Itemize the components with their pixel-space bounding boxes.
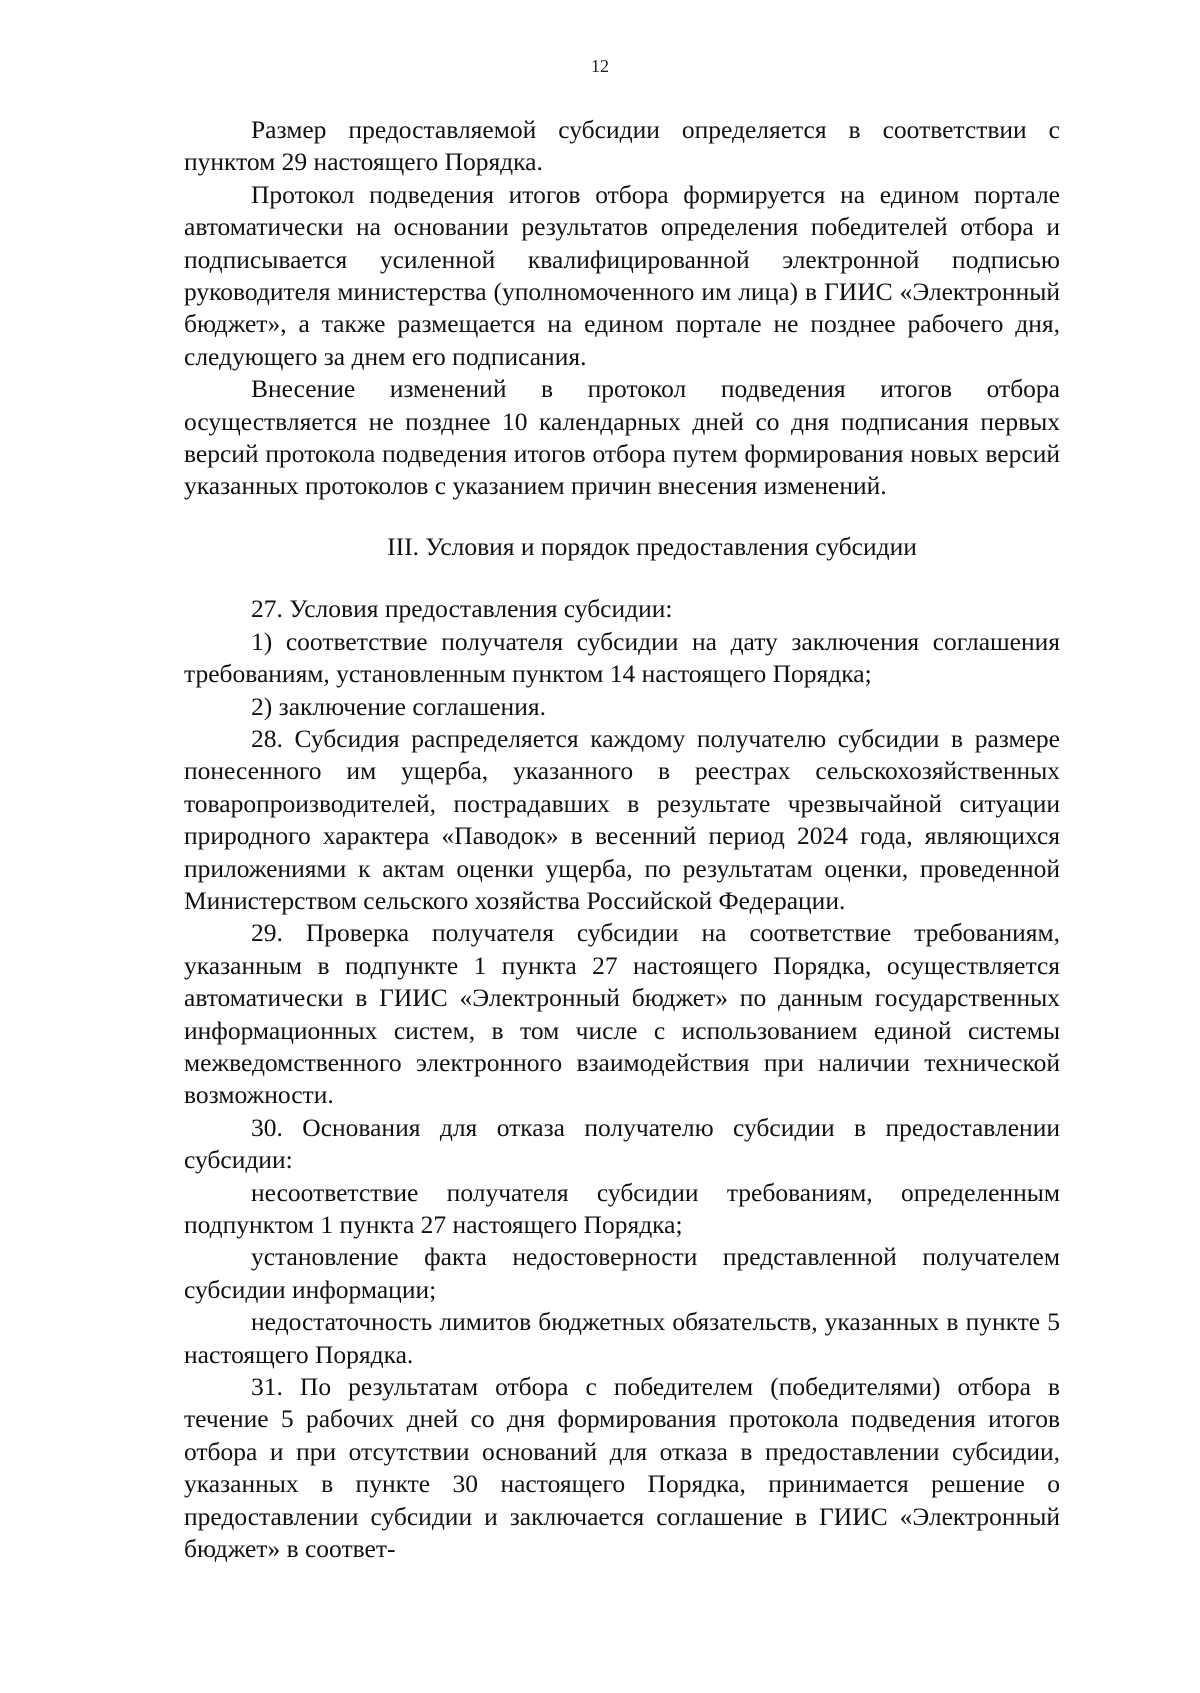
paragraph: Размер предоставляемой субсидии определяется в соответствии с пунктом 29 настоящего Порядка. [184,115,1060,177]
clause-30-ground-2: установление факта недостоверности представленной получателем субсидии информации; [184,1242,1060,1304]
clause-30-ground-1: несоответствие получателя субсидии требованиям, определенным подпунктом 1 пункта 27 настоящего Порядка; [184,1177,1060,1239]
clause-31: 31. По результатам отбора с победителем (победителями) отбора в течение 5 рабочих дней со дня формирования протокола подведения итогов отбора и при отсутствии оснований для отказа в предоставлении субсидии, указанных в пункте 30 настоящего Порядка, принимается решение о предоставлении субсидии и заключается соглашение в ГИИС «Электронный бюджет» в соответ- [184,1372,1060,1564]
clause-29: 29. Проверка получателя субсидии на соответствие требованиям, указанным в подпункте 1 пункта 27 настоящего Порядка, осуществляется автоматически в ГИИС «Электронный бюджет» по данным государственных информационных систем, в том числе с использованием единой системы межведомственного электронного взаимодействия при наличии технической возможности. [184,918,1060,1110]
clause-30: 30. Основания для отказа получателю субсидии в предоставлении субсидии: [184,1112,1060,1175]
document-body [184,114,1060,1565]
clause-28: 28. Субсидия распределяется каждому получателю субсидии в размере понесенного им ущерба, указанного в реестрах сельскохозяйственных товаропроизводителей, пострадавших в результате чрезвычайной ситуации природного характера «Паводок» в весенний период 2024 года, являющихся приложениями к актам оценки ущерба, по результатам оценки, проведенной Министерством сельского хозяйства Российской Федерации. [184,723,1060,915]
paragraph: Внесение изменений в протокол подведения итогов отбора осуществляется не позднее 10 календарных дней со дня подписания первых версий протокола подведения итогов отбора путем формирования новых версий указанных протоколов с указанием причин внесения изменений. [184,374,1060,501]
clause-30-ground-3: недостаточность лимитов бюджетных обязательств, указанных в пункте 5 настоящего Порядка. [184,1307,1060,1369]
page-number: 12 [591,56,609,76]
section-heading: III. Условия и порядок предоставления субсидии [387,531,917,561]
clause-27: 27. Условия предоставления субсидии: [251,594,673,624]
clause-27-sub-1: 1) соответствие получателя субсидии на дату заключения соглашения требованиям, установленным пунктом 14 настоящего Порядка; [184,626,1060,689]
clause-27-sub-2: 2) заключение соглашения. [251,691,546,721]
paragraph: Протокол подведения итогов отбора формируется на едином портале автоматически на основании результатов определения победителей отбора и подписывается усиленной квалифицированной электронной подписью руководителя министерства (уполномоченного им лица) в ГИИС «Электронный бюджет», а также размещается на едином портале не позднее рабочего дня, следующего за днем его подписания. [184,179,1060,371]
